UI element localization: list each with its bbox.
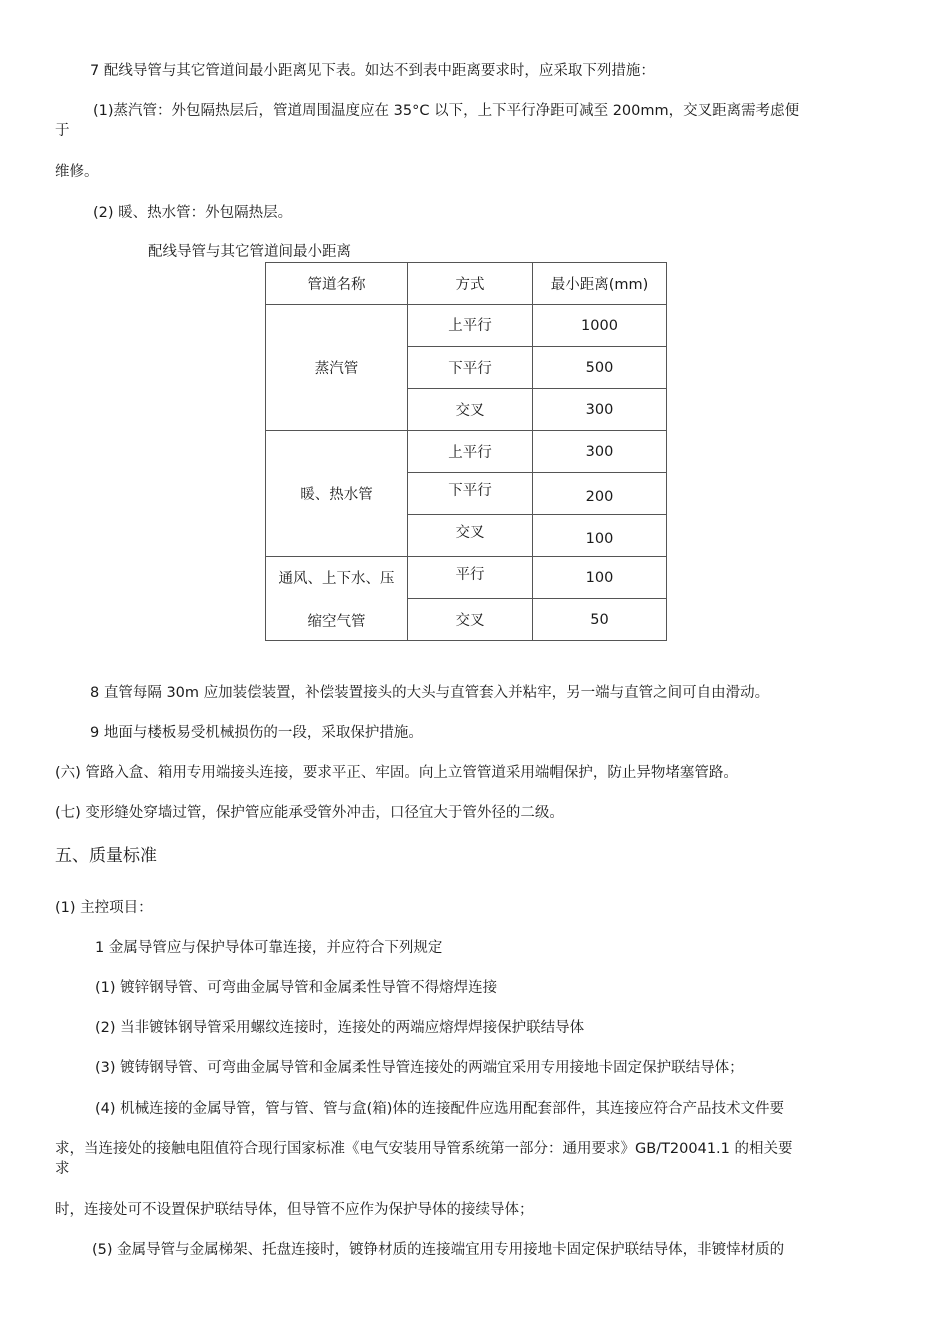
item-1-4: (4) 机械连接的金属导管，管与管、管与盒(箱)体的连接配件应选用配套部件，其连接应符合产品技术文件要 xyxy=(95,1101,784,1117)
pipe-name-cell xyxy=(266,557,408,641)
header-pipe-name: 管道名称 xyxy=(266,263,408,305)
item-1-1: (1) 镀锌钢导管、可弯曲金属导管和金属柔性导管不得熔焊连接 xyxy=(95,980,498,996)
paragraph-six: (六) 管路入盒、箱用专用端接头连接，要求平正、牢固。向上立管管道采用端帽保护，防止异物堵塞管路。 xyxy=(55,765,738,781)
paragraph-7-1: (1)蒸汽管：外包隔热层后，管道周围温度应在 35°C 以下，上下平行净距可减至 200mm，交叉距离需考虑便 xyxy=(93,103,800,119)
mode-cell: 下平行 xyxy=(408,347,533,389)
pipe-name-line: 缩空气管 xyxy=(307,613,366,630)
section-heading-quality: 五、质量标准 xyxy=(55,846,157,866)
distance-cell: 500 xyxy=(533,347,667,389)
item-1-5: (5) 金属导管与金属梯架、托盘连接时，镀铮材质的连接端宜用专用接地卡固定保护联结导体，非镀悻材质的 xyxy=(92,1242,785,1258)
mode-cell: 交叉 xyxy=(408,515,533,557)
mode-cell: 上平行 xyxy=(408,305,533,347)
table-row xyxy=(266,305,667,347)
distance-cell: 300 xyxy=(533,389,667,431)
pipe-name-cell: 蒸汽管 xyxy=(266,305,408,431)
distance-cell: 200 xyxy=(533,473,667,515)
distance-cell: 50 xyxy=(533,599,667,641)
mode-cell: 下平行 xyxy=(408,473,533,515)
pipe-name-line: 通风、上下水、压 xyxy=(278,570,395,587)
item-1-3: (3) 镀铸钢导管、可弯曲金属导管和金属柔性导管连接处的两端宜采用专用接地卡固定保护联结导体； xyxy=(95,1060,744,1076)
table-row xyxy=(266,431,667,473)
distance-cell: 1000 xyxy=(533,305,667,347)
distance-cell: 100 xyxy=(533,557,667,599)
mode-cell: 交叉 xyxy=(408,599,533,641)
paragraph-9: 9 地面与楼板易受机械损伤的一段，采取保护措施。 xyxy=(90,725,423,741)
paragraph-8: 8 直管每隔 30m 应加装偿装置，补偿装置接头的大头与直管套入并粘牢，另一端与直管之间可自由滑动。 xyxy=(90,685,770,701)
table-title: 配线导管与其它管道间最小距离 xyxy=(148,244,351,260)
table-header-row xyxy=(266,263,667,305)
item-1-4-wrap2: 求 xyxy=(55,1161,70,1177)
paragraph-seven: (七) 变形缝处穿墙过管，保护管应能承受管外冲击，口径宜大于管外径的二级。 xyxy=(55,805,564,821)
item-1: 1 金属导管应与保护导体可靠连接，并应符合下列规定 xyxy=(95,940,443,956)
paragraph-7-2: (2) 暖、热水管：外包隔热层。 xyxy=(93,205,293,221)
item-1-2: (2) 当非镀钵钢导管采用螺纹连接时，连接处的两端应熔焊焊接保护联结导体 xyxy=(95,1020,585,1036)
distance-cell: 300 xyxy=(533,431,667,473)
distance-cell: 100 xyxy=(533,515,667,557)
paragraph-7-1-wrap: 于 xyxy=(55,123,70,139)
item-1-4-end: 时，连接处可不设置保护联结导体，但导管不应作为保护导体的接续导体； xyxy=(55,1202,534,1218)
header-min-distance: 最小距离(mm) xyxy=(533,263,667,305)
pipe-distance-table xyxy=(265,262,667,641)
paragraph-7: 7 配线导管与其它管道间最小距离见下表。如达不到表中距离要求时，应采取下列措施： xyxy=(90,63,655,79)
item-1-4-wrap: 求，当连接处的接触电阻值符合现行国家标准《电气安装用导管系统第一部分：通用要求》GB/T20041.1 的相关要 xyxy=(55,1141,793,1157)
table-row xyxy=(266,557,667,599)
header-mode: 方式 xyxy=(408,263,533,305)
mode-cell: 上平行 xyxy=(408,431,533,473)
mode-cell: 平行 xyxy=(408,557,533,599)
paragraph-7-1-end: 维修。 xyxy=(55,164,99,180)
pipe-name-cell: 暖、热水管 xyxy=(266,431,408,557)
mode-cell: 交叉 xyxy=(408,389,533,431)
main-control-items: (1) 主控项目： xyxy=(55,900,153,916)
